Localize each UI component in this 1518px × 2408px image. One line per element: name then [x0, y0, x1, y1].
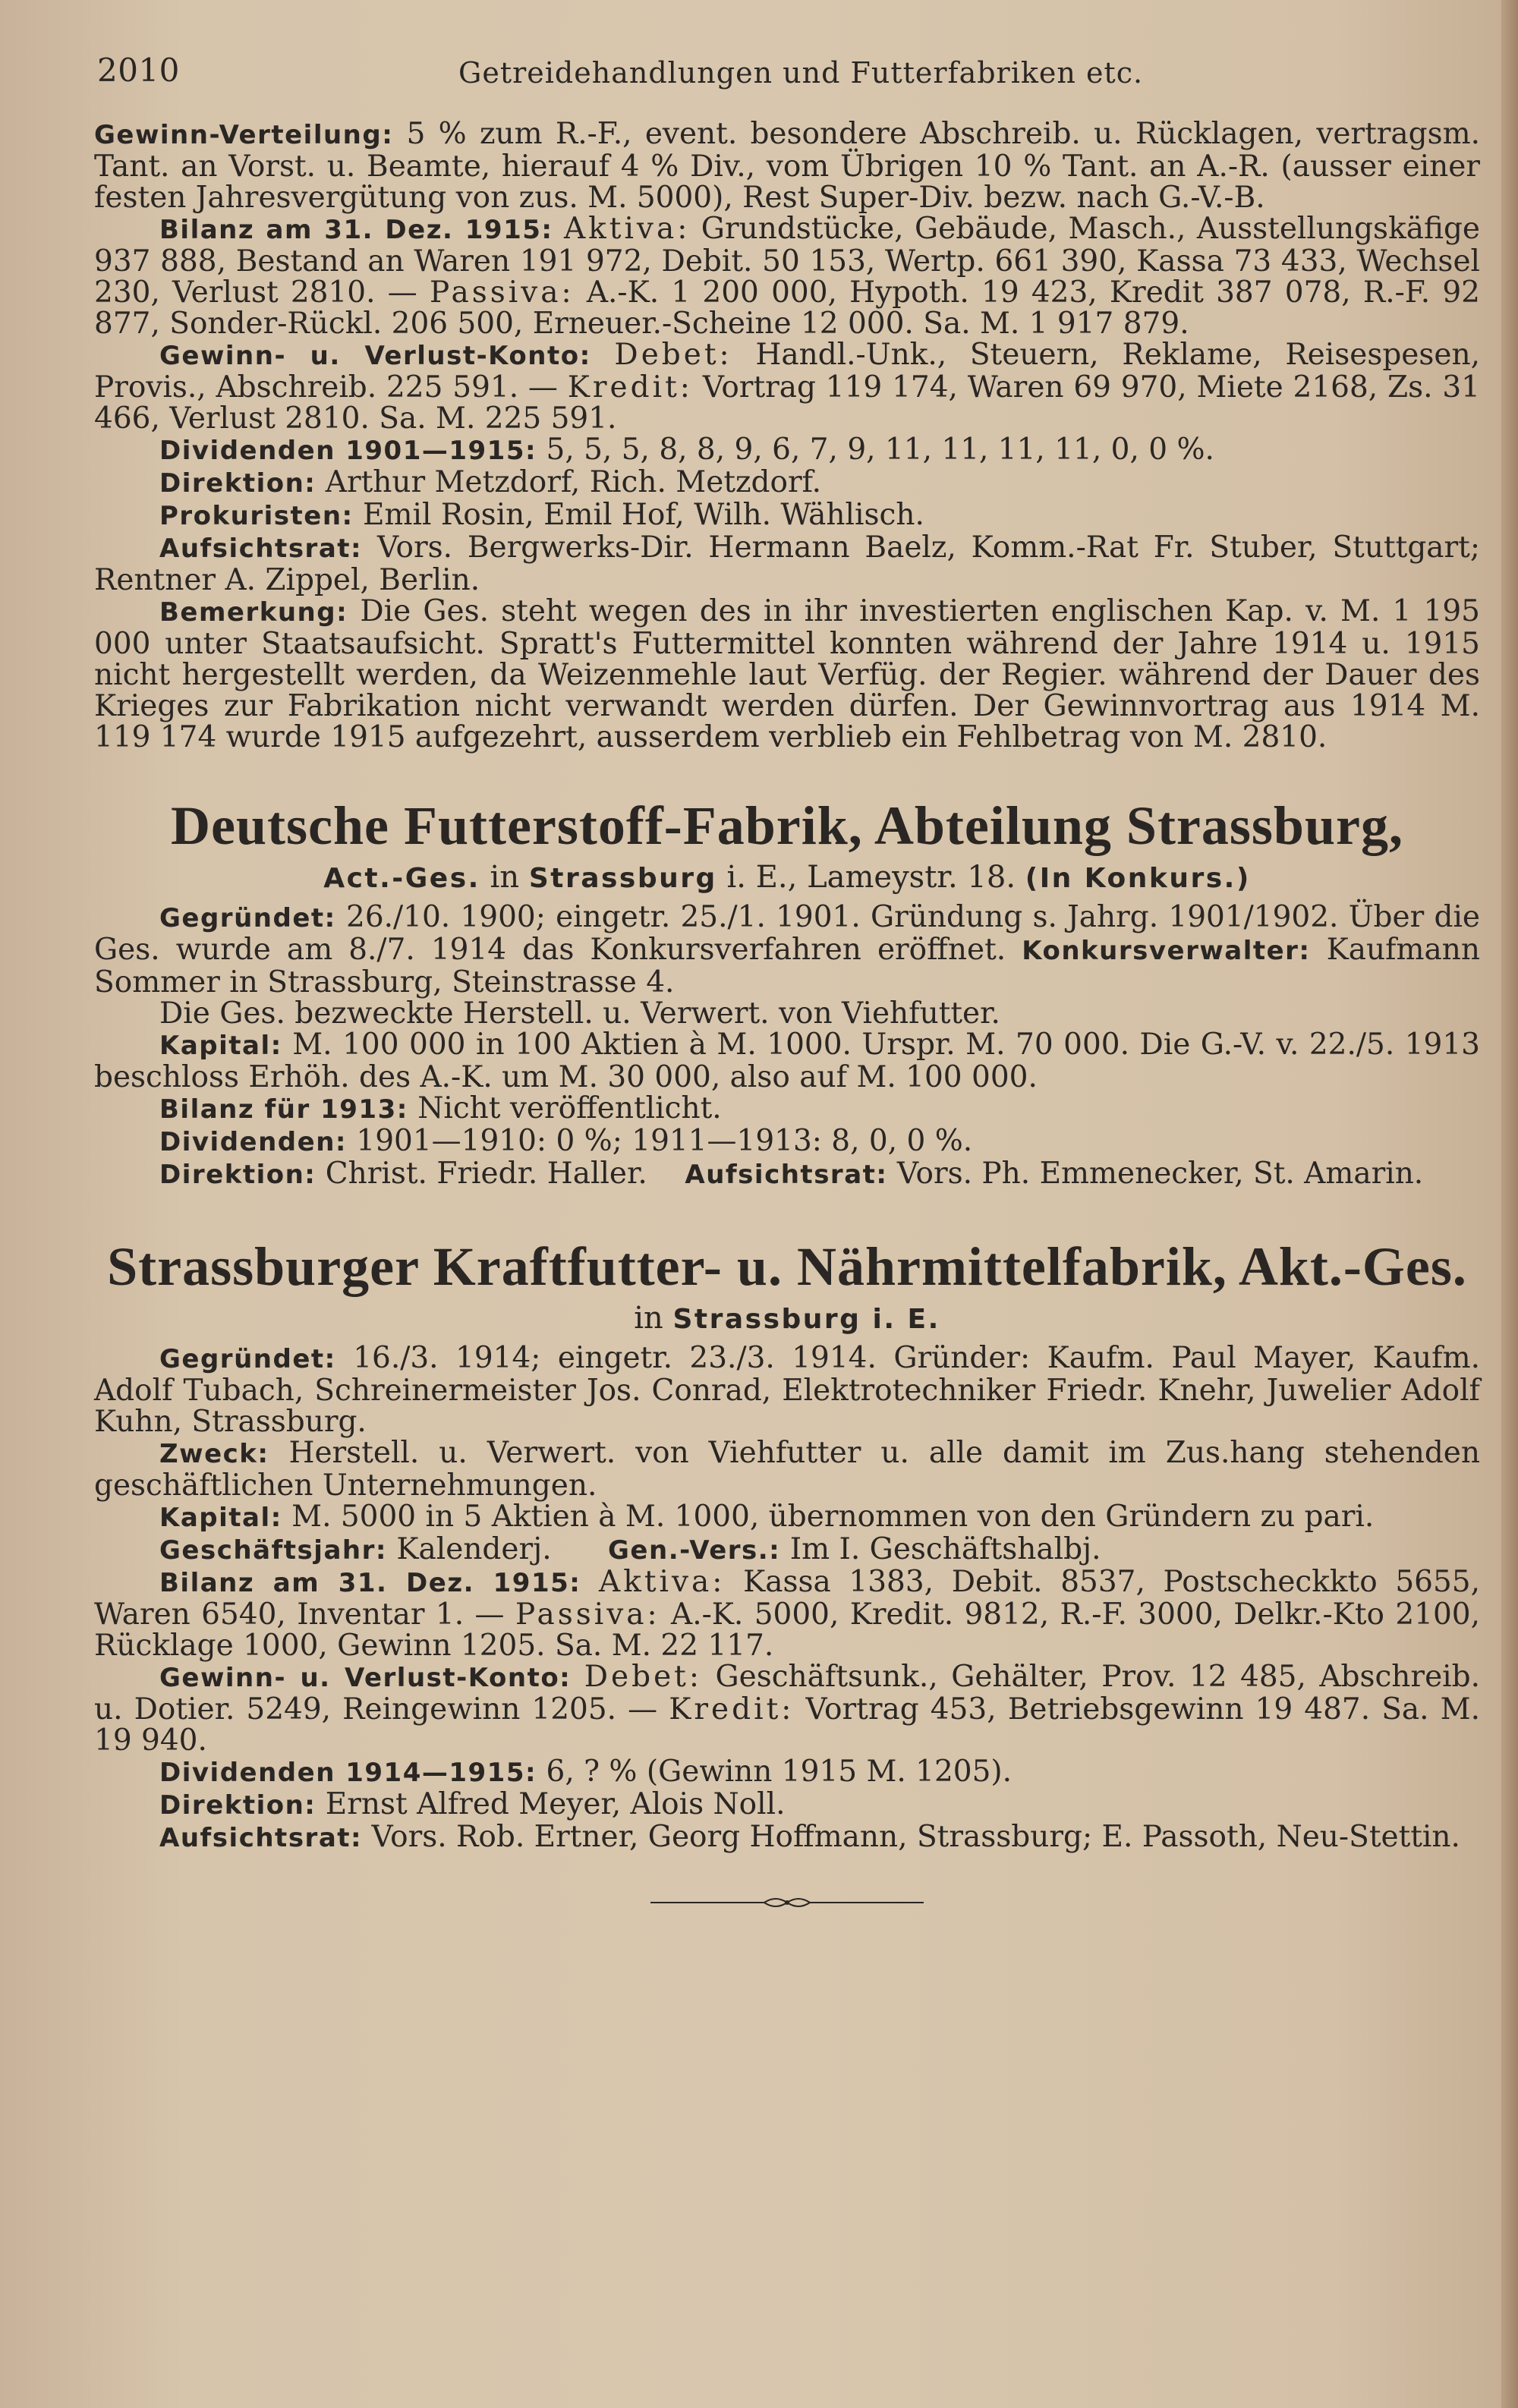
bilanz-text: Nicht veröffentlicht.	[417, 1091, 722, 1125]
subtitle-city: Strassburg	[528, 863, 717, 894]
genvers-label: Gen.-Vers.:	[608, 1535, 781, 1566]
kapital-paragraph	[94, 1501, 1480, 1534]
page-header	[94, 47, 1480, 93]
guv-paragraph	[94, 339, 1480, 434]
page-number: 2010	[97, 52, 180, 89]
dividenden-text: 1901—1910: 0 %; 1911—1913: 8, 0, 0 %.	[356, 1124, 973, 1158]
zweck-text: Herstell. u. Verwert. von Viehfutter u. alle damit im Zus.hang stehenden geschäftlichen Unternehmungen.	[94, 1436, 1480, 1503]
geschaeftsjahr-label: Geschäftsjahr:	[159, 1535, 387, 1566]
prokuristen-text: Emil Rosin, Emil Hof, Wilh. Wählisch.	[363, 498, 924, 532]
kapital-text: M. 5000 in 5 Aktien à M. 1000, übernommen von den Gründern zu pari.	[291, 1500, 1375, 1534]
geschaeftsjahr-paragraph	[94, 1534, 1480, 1566]
company-title: Deutsche Futterstoff-Fabrik, Abteilung Strassburg,	[171, 795, 1403, 856]
aufsichtsrat-label: Aufsichtsrat:	[159, 534, 363, 564]
dividenden-paragraph	[94, 1125, 1480, 1158]
gewinn-verteilung-label: Gewinn-Verteilung:	[94, 120, 394, 150]
bilanz-paragraph	[94, 1093, 1480, 1125]
gegruendet-text: 16./3. 1914; eingetr. 23./3. 1914. Gründer: Kaufm. Paul Mayer, Kaufm. Adolf Tubach, Schreinermeister Jos. Conrad, Elektrotechniker Friedr. Knehr, Juwelier Adolf Kuhn, Strassburg.	[94, 1341, 1480, 1439]
direktion-aufsichtsrat-paragraph	[94, 1158, 1480, 1191]
kredit-label: Kredit:	[669, 1692, 795, 1727]
company-subtitle	[94, 858, 1480, 899]
subtitle-in: in	[490, 860, 520, 895]
guv-label: Gewinn- u. Verlust-Konto:	[159, 341, 591, 371]
debet-label: Debet:	[584, 1660, 702, 1694]
direktion-text: Christ. Friedr. Haller.	[325, 1157, 647, 1191]
subtitle-city: Strassburg i. E.	[672, 1304, 940, 1335]
kapital-text: M. 100 000 in 100 Aktien à M. 1000. Urspr. M. 70 000. Die G.-V. v. 22./5. 1913 beschloss Erhöh. des A.-K. um M. 30 000, also auf M. 100 000.	[94, 1028, 1480, 1094]
dividenden-label: Dividenden 1914—1915:	[159, 1758, 537, 1788]
dividenden-paragraph	[94, 1756, 1480, 1789]
geschaeftsjahr-text: Kalenderj.	[396, 1532, 552, 1566]
genvers-text: Im I. Geschäftshalbj.	[789, 1532, 1101, 1566]
bemerkung-label: Bemerkung:	[159, 597, 348, 628]
section-continued-entry	[94, 118, 1480, 753]
kapital-paragraph	[94, 1029, 1480, 1093]
bilanz-paragraph	[94, 1566, 1480, 1661]
company-entry-kraftfutter	[94, 1235, 1480, 1854]
bilanz-paragraph	[94, 213, 1480, 339]
ornament-divider-icon	[650, 1893, 924, 1912]
konkursverwalter-label: Konkursverwalter:	[1022, 936, 1311, 966]
guv-label: Gewinn- u. Verlust-Konto:	[159, 1663, 572, 1693]
passiva-label: Passiva:	[515, 1597, 660, 1632]
kredit-label: Kredit:	[567, 370, 693, 404]
gewinn-verteilung-text: 5 % zum R.-F., event. besondere Abschreib. u. Rücklagen, vertragsm. Tant. an Vorst. u. Beamte, hierauf 4 % Div., vom Übrigen 10 % Tant. an A.-R. (ausser einer festen Jahresvergütung von zus. M. 5000), Rest Super-Div. bezw. nach G.-V.-B.	[94, 117, 1480, 215]
aktiva-label: Aktiva:	[599, 1565, 726, 1599]
gegruendet-paragraph	[94, 902, 1480, 998]
subtitle-prefix: Act.-Ges.	[323, 863, 480, 894]
gegruendet-label: Gegründet:	[159, 903, 336, 933]
dividenden-label: Dividenden:	[159, 1127, 347, 1157]
aufsichtsrat-text: Vors. Rob. Ertner, Georg Hoffmann, Strassburg; E. Passoth, Neu-Stettin.	[371, 1820, 1460, 1854]
subtitle-konkurs: (In Konkurs.)	[1025, 863, 1251, 894]
dividenden-label: Dividenden 1901—1915:	[159, 436, 537, 466]
aufsichtsrat-label: Aufsichtsrat:	[159, 1823, 363, 1853]
direktion-label: Direktion:	[159, 468, 317, 499]
company-entry-futterstoff	[94, 794, 1480, 1191]
gewinn-verteilung-paragraph	[94, 118, 1480, 213]
aktiva-text: Kassa 1383, Debit. 8537, Postscheckkto 5655, Waren 6540, Inventar 1. —	[94, 1565, 1480, 1632]
gegruendet-label: Gegründet:	[159, 1344, 336, 1374]
aufsichtsrat-paragraph	[94, 532, 1480, 596]
aktiva-text: Grundstücke, Gebäude, Masch., Ausstellungskäfige 937 888, Bestand an Waren 191 972, Debit. 50 153, Wertp. 661 390, Kassa 73 433, Wechsel 230, Verlust 2810. —	[94, 212, 1481, 310]
prokuristen-paragraph	[94, 499, 1480, 532]
direktion-text: Arthur Metzdorf, Rich. Metzdorf.	[325, 465, 822, 499]
gegruendet-text: 26./10. 1900; eingetr. 25./1. 1901. Gründung s. Jahrg. 1901/1902. Über die Ges. wurde am 8./7. 1914 das Konkursverfahren eröffnet.	[94, 900, 1480, 967]
debet-text: Handl.-Unk., Steuern, Reklame, Reisespesen, Provis., Abschreib. 225 591. —	[94, 338, 1480, 404]
dividenden-text: 6, ? % (Gewinn 1915 M. 1205).	[546, 1755, 1013, 1789]
bemerkung-text: Die Ges. steht wegen des in ihr investierten englischen Kap. v. M. 1 195 000 unter Staatsaufsicht. Spratt's Futtermittel konnten während der Jahre 1914 u. 1915 nicht hergestellt werden, da Weizenmehle laut Verfüg. der Regier. während der Dauer des Krieges zur Fabrikation nicht verwandt werden dürfen. Der Gewinnvortrag aus 1914 M. 119 174 wurde 1915 aufgezehrt, ausserdem verblieb ein Fehlbetrag von M. 2810.	[94, 594, 1480, 754]
kredit-text: Vortrag 119 174, Waren 69 970, Miete 2168, Zs. 31 466, Verlust 2810. Sa. M. 225 591.	[94, 370, 1480, 436]
subtitle-address: i. E., Lameystr. 18.	[726, 860, 1016, 895]
zweck-label: Zweck:	[159, 1439, 269, 1469]
bilanz-label: Bilanz für 1913:	[159, 1094, 408, 1125]
prokuristen-label: Prokuristen:	[159, 501, 354, 531]
aufsichtsrat-text: Vors. Ph. Emmenecker, St. Amarin.	[896, 1157, 1424, 1191]
company-subtitle	[94, 1298, 1480, 1339]
company-title: Strassburger Kraftfutter- u. Nährmittelfabrik, Akt.-Ges.	[107, 1236, 1467, 1297]
passiva-label: Passiva:	[429, 275, 575, 310]
direktion-paragraph	[94, 1789, 1480, 1821]
direktion-paragraph	[94, 467, 1480, 499]
kapital-label: Kapital:	[159, 1503, 282, 1533]
kapital-label: Kapital:	[159, 1031, 282, 1061]
subtitle-in: in	[634, 1301, 663, 1336]
zweck-paragraph: Die Ges. bezweckte Herstell. u. Verwert. von Viehfutter.	[159, 996, 1000, 1031]
aktiva-label: Aktiva:	[563, 212, 691, 246]
debet-label: Debet:	[614, 338, 732, 372]
passiva-text: A.-K. 1 200 000, Hypoth. 19 423, Kredit 387 078, R.-F. 92 877, Sonder-Rückl. 206 500, Erneuer.-Scheine 12 000. Sa. M. 1 917 879.	[94, 275, 1480, 341]
aufsichtsrat-text: Vors. Bergwerks-Dir. Hermann Baelz, Komm.-Rat Fr. Stuber, Stuttgart; Rentner A. Zippel, Berlin.	[94, 530, 1480, 597]
debet-text: Geschäftsunk., Gehälter, Prov. 12 485, Abschreib. u. Dotier. 5249, Reingewinn 1205. —	[94, 1660, 1480, 1727]
zweck-paragraph	[94, 1437, 1480, 1501]
direktion-text: Ernst Alfred Meyer, Alois Noll.	[325, 1787, 786, 1821]
dividenden-paragraph	[94, 434, 1480, 467]
passiva-text: A.-K. 5000, Kredit. 9812, R.-F. 3000, Delkr.-Kto 2100, Rücklage 1000, Gewinn 1205. Sa. M. 22 117.	[94, 1597, 1481, 1663]
konkursverwalter-text: Kaufmann Sommer in Strassburg, Steinstrasse 4.	[94, 933, 1481, 999]
bilanz-label: Bilanz am 31. Dez. 1915:	[159, 215, 553, 245]
kredit-text: Vortrag 453, Betriebsgewinn 19 487. Sa. M. 19 940.	[94, 1692, 1480, 1758]
aufsichtsrat-paragraph	[94, 1821, 1480, 1854]
direktion-label: Direktion:	[159, 1790, 317, 1821]
dividenden-text: 5, 5, 5, 8, 8, 9, 6, 7, 9, 11, 11, 11, 11, 0, 0 %.	[546, 433, 1214, 467]
bilanz-label: Bilanz am 31. Dez. 1915:	[159, 1568, 581, 1598]
running-head: Getreidehandlungen und Futterfabriken etc.	[458, 56, 1144, 90]
aufsichtsrat-label: Aufsichtsrat:	[685, 1160, 888, 1190]
bemerkung-paragraph	[94, 596, 1480, 753]
gegruendet-paragraph	[94, 1342, 1480, 1437]
page-edge	[1501, 0, 1518, 2408]
direktion-label: Direktion:	[159, 1160, 317, 1190]
guv-paragraph	[94, 1661, 1480, 1756]
